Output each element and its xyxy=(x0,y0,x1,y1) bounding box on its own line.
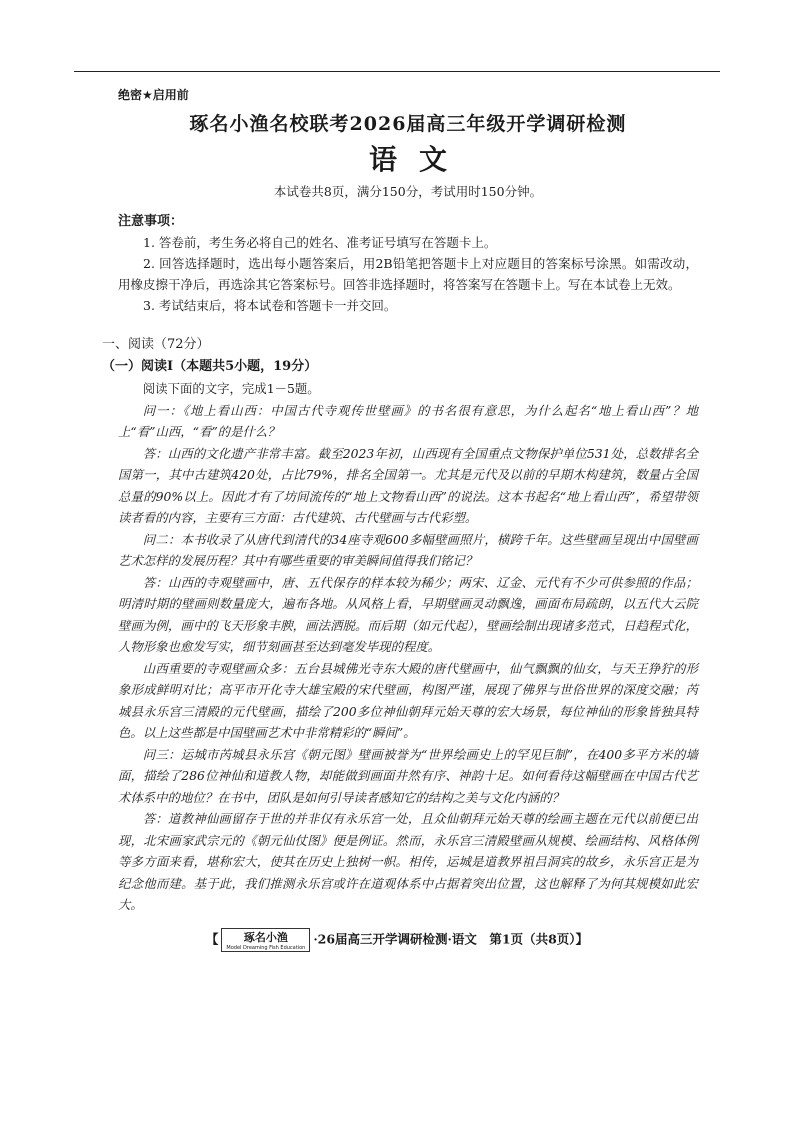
notes-heading: 注意事项： xyxy=(118,214,184,229)
footer-bracket-left: 【 xyxy=(205,931,219,947)
exam-info: 本试卷共8页，满分150分，考试用时150分钟。 xyxy=(273,184,543,199)
passage-paragraph: 问三：运城市芮城县永乐宫《朝元图》壁画被誉为“世界绘画史上的罕见巨制”，在400多平方米的墙面，描绘了286位神仙和道教人物，却能做到画面井然有序、神韵十足。如何看待这幅壁画在中国古代艺术体系中的地位？在书中，团队是如何引导读者感知它的结构之美与文化内涵的？ xyxy=(118,746,698,805)
instruction: 阅读下面的文字，完成1－5题。 xyxy=(142,381,320,396)
logo-subtext: Model Dreaming Fish Education xyxy=(226,945,306,951)
exam-page xyxy=(102,86,698,916)
subject-title: 语文 xyxy=(368,143,469,176)
footer-bracket-right: 】 xyxy=(575,931,589,947)
passage-paragraph: 问二：本书收录了从唐代到清代的34座寺观600多幅壁画照片，横跨千年。这些壁画呈现出中国壁画艺术怎样的发展历程？其中有哪些重要的审美瞬间值得我们铭记？ xyxy=(118,531,698,568)
logo-text: 琢名小渔 xyxy=(243,931,288,944)
brand-logo xyxy=(221,928,310,952)
section-heading: 一、阅读（72分） xyxy=(102,337,210,352)
top-rule xyxy=(74,71,720,72)
passage-paragraph: 问一：《地上看山西：中国古代寺观传世壁画》的书名很有意思，为什么起名“地上看山西”？地上“看”山西，“看”的是什么？ xyxy=(118,402,698,439)
page-footer xyxy=(0,928,794,952)
subsection-heading: （一）阅读Ⅰ（本题共5小题，19分） xyxy=(102,359,318,374)
passage-paragraph: 答：道教神仙画留存于世的并非仅有永乐宫一处，且众仙朝拜元始天尊的绘画主题在元代以前便已出现，北宋画家武宗元的《朝元仙仗图》便是例证。然而，永乐宫三清殿壁画从规模、绘画结构、风格体例等多方面来看，堪称宏大，使其在历史上独树一帜。相传，运城是道教界祖吕洞宾的故乡，永乐宫正是为纪念他而建。基于此，我们推测永乐宫或许在道观体系中占据着突出位置，这也解释了为何其规模如此宏大。 xyxy=(118,811,698,912)
note-item: 3. 考试结束后，将本试卷和答题卡一并交回。 xyxy=(143,298,397,313)
passage-paragraph: 答：山西的寺观壁画中，唐、五代保存的样本较为稀少；两宋、辽金、元代有不少可供参照的作品；明清时期的壁画则数量庞大，遍布各地。从风格上看，早期壁画灵动飘逸，画面布局疏朗，以五代大云院壁画为例，画中的飞天形象丰腴，画法洒脱。而后期（如元代起），壁画绘制出现诸多范式，日趋程式化，人物形象也愈发写实，细节刻画甚至达到毫发毕现的程度。 xyxy=(118,574,698,654)
note-item: 1. 答卷前，考生务必将自己的姓名、准考证号填写在答题卡上。 xyxy=(143,235,497,250)
confidential-mark: 绝密★启用前 xyxy=(118,88,189,102)
exam-title: 琢名小渔名校联考2026届高三年级开学调研检测 xyxy=(189,113,627,135)
passage-paragraph: 答：山西的文化遗产非常丰富。截至2023年初，山西现有全国重点文物保护单位531处，总数排名全国第一，其中古建筑420处，占比79%，排名全国第一。尤其是元代及以前的早期木构建筑，数量占全国总量的90%以上。因此才有了坊间流传的“地上文物看山西”的说法。这本书起名“地上看山西”，希望带领读者看的内容，主要有三方面：古代建筑、古代壁画与古代彩塑。 xyxy=(118,445,698,525)
passage-paragraph: 山西重要的寺观壁画众多：五台县城佛光寺东大殿的唐代壁画中，仙气飘飘的仙女，与天王狰狞的形象形成鲜明对比；高平市开化寺大雄宝殿的宋代壁画，构图严谨，展现了佛界与世俗世界的深度交融；芮城县永乐宫三清殿的元代壁画，描绘了200多位神仙朝拜元始天尊的宏大场景，每位神仙的形象皆独具特色。以上这些都是中国壁画艺术中非常精彩的“瞬间”。 xyxy=(118,660,698,740)
footer-text: ·26届高三开学调研检测·语文 第1页（共8页） xyxy=(313,931,576,947)
note-item: 2. 回答选择题时，选出每小题答案后，用2B铅笔把答题卡上对应题目的答案标号涂黑。如需改动，用橡皮擦干净后，再选涂其它答案标号。回答非选择题时，将答案写在答题卡上。写在本试卷上无效。 xyxy=(118,256,698,292)
